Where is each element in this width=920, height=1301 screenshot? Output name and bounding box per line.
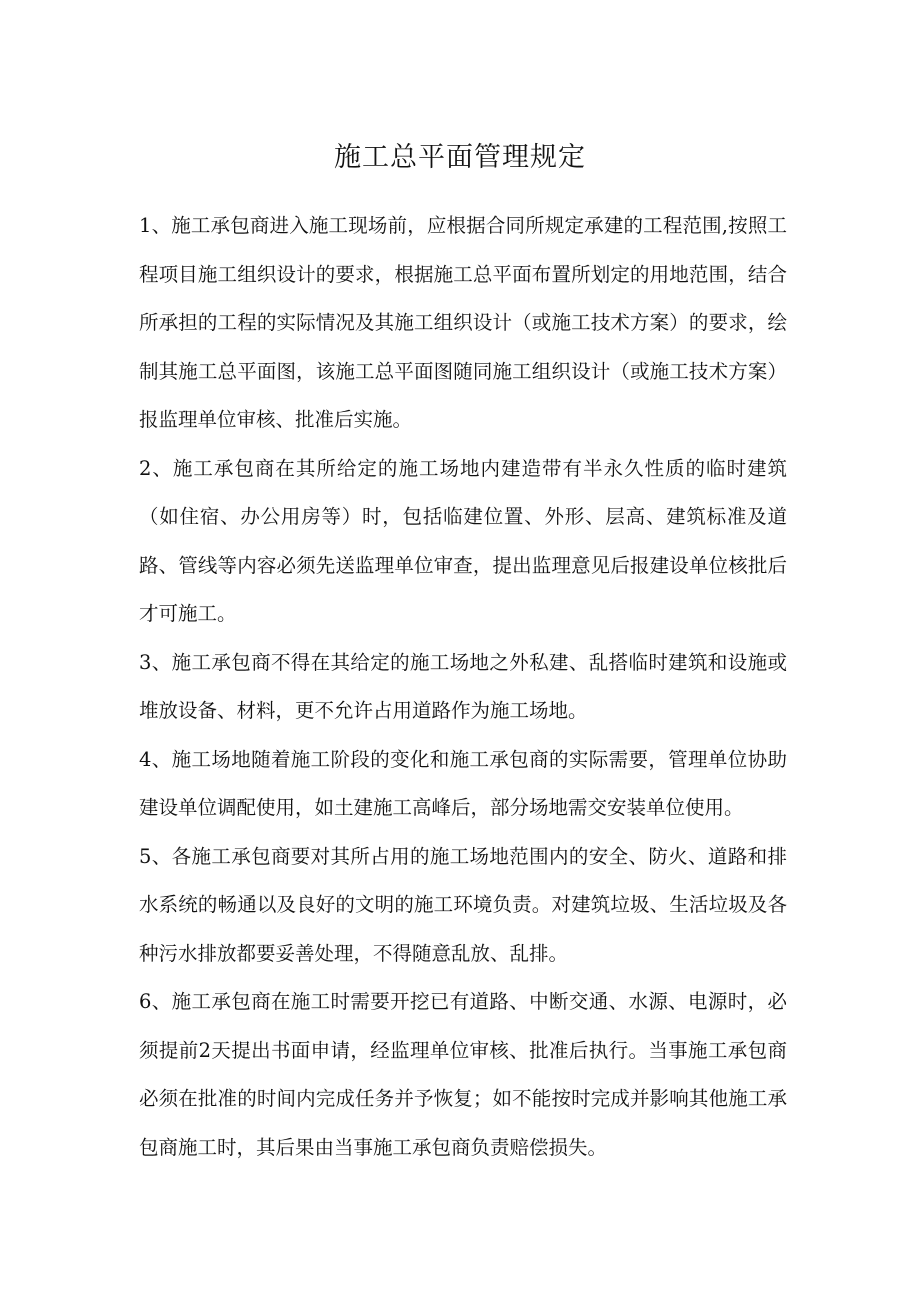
paragraph-3: 3、施工承包商不得在其给定的施工场地之外私建、乱搭临时建筑和设施或堆放设备、材料，更不允许占用道路作为施工场地。	[139, 650, 787, 722]
paragraph-6: 6、施工承包商在施工时需要开挖已有道路、中断交通、水源、电源时，必须提前2天提出书面申请，经监理单位审核、批准后执行。当事施工承包商必须在批准的时间内完成任务并予恢复；如不能按时完成并影响其他施工承包商施工时，其后果由当事施工承包商负责赔偿损失。	[139, 990, 787, 1159]
paragraph-2: 2、施工承包商在其所给定的施工场地内建造带有半永久性质的临时建筑（如住宿、办公用房等）时，包括临建位置、外形、层高、建筑标准及道路、管线等内容必须先送监理单位审查，提出监理意见后报建设单位核批后才可施工。	[139, 456, 787, 625]
paragraph-1: 1、施工承包商进入施工现场前，应根据合同所规定承建的工程范围,按照工程项目施工组织设计的要求，根据施工总平面布置所划定的用地范围，结合所承担的工程的实际情况及其施工组织设计（或施工技术方案）的要求，绘制其施工总平面图，该施工总平面图随同施工组织设计（或施工技术方案）报监理单位审核、批准后实施。	[139, 214, 787, 431]
document-title: 施工总平面管理规定	[334, 142, 586, 173]
document-body	[139, 202, 787, 1172]
paragraph-5: 5、各施工承包商要对其所占用的施工场地范围内的安全、防火、道路和排水系统的畅通以及良好的文明的施工环境负责。对建筑垃圾、生活垃圾及各种污水排放都要妥善处理，不得随意乱放、乱排。	[139, 844, 787, 965]
paragraph-4: 4、施工场地随着施工阶段的变化和施工承包商的实际需要，管理单位协助建设单位调配使用，如土建施工高峰后，部分场地需交安装单位使用。	[139, 747, 787, 819]
